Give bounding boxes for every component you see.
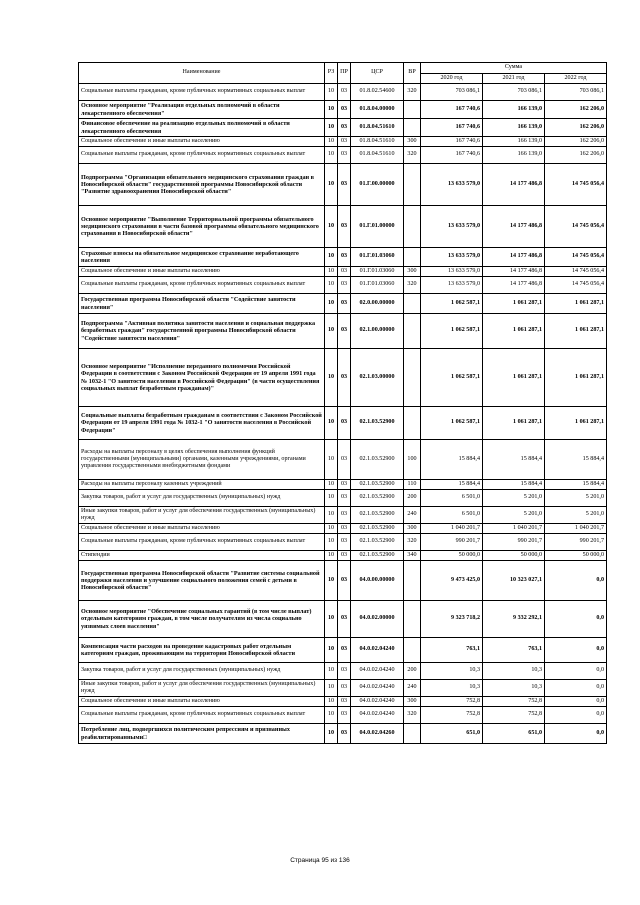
table-row (79, 551, 607, 561)
header-sum: Сумма (421, 63, 607, 74)
table-row (79, 206, 607, 248)
row-2022-cell: 15 884,4 (545, 480, 607, 490)
row-csr-cell: 04.0.02.04260 (351, 724, 404, 744)
row-2020-cell: 752,8 (421, 707, 483, 724)
row-2020-cell: 13 633 579,0 (421, 164, 483, 206)
row-rz-cell: 10 (325, 101, 338, 119)
row-2021-cell: 752,8 (483, 697, 545, 707)
row-rz-cell: 10 (325, 707, 338, 724)
table-row (79, 601, 607, 638)
row-name-cell: Социальное обеспечение и иные выплаты населению (79, 267, 325, 277)
row-vr-cell: 300 (404, 137, 421, 147)
row-2022-cell: 5 201,0 (545, 507, 607, 524)
row-vr-cell (404, 638, 421, 663)
row-rz-cell: 10 (325, 294, 338, 314)
page-footer: Страница 95 из 136 (290, 857, 350, 864)
row-2021-cell: 166 139,0 (483, 119, 545, 137)
row-csr-cell: 02.1.03.52900 (351, 440, 404, 480)
row-2021-cell: 9 332 292,1 (483, 601, 545, 638)
table-row (79, 101, 607, 119)
table-row (79, 349, 607, 407)
row-2021-cell: 10 323 027,1 (483, 561, 545, 601)
row-vr-cell (404, 349, 421, 407)
row-rz-cell: 10 (325, 164, 338, 206)
row-name-cell: Закупка товаров, работ и услуг для государственных (муниципальных) нужд (79, 490, 325, 507)
row-csr-cell: 04.0.02.04240 (351, 680, 404, 697)
row-vr-cell: 300 (404, 267, 421, 277)
row-2022-cell: 703 086,1 (545, 84, 607, 101)
row-vr-cell: 100 (404, 440, 421, 480)
row-2020-cell: 13 633 579,0 (421, 248, 483, 267)
header-rz: РЗ (325, 63, 338, 84)
row-pr-cell: 03 (338, 84, 351, 101)
row-name-cell: Государственная программа Новосибирской области "Содействие занятости населения" (79, 294, 325, 314)
row-vr-cell (404, 119, 421, 137)
row-2020-cell: 167 740,6 (421, 119, 483, 137)
row-csr-cell: 02.1.03.52900 (351, 407, 404, 440)
row-name-cell: Социальные выплаты безработным гражданам в соответствии с Законом Российской Федерации от 19 апреля 1991 года № 1032-1 "О занятости населения в Российской Федерации" (79, 407, 325, 440)
row-pr-cell: 03 (338, 267, 351, 277)
row-2021-cell: 14 177 486,8 (483, 248, 545, 267)
table-row (79, 277, 607, 294)
row-vr-cell: 340 (404, 551, 421, 561)
row-2021-cell: 5 201,0 (483, 490, 545, 507)
row-2021-cell: 651,0 (483, 724, 545, 744)
row-2022-cell: 1 061 287,1 (545, 349, 607, 407)
row-name-cell: Государственная программа Новосибирской области "Развитие системы социальной поддержки населения и улучшение социального положения семей с детьми в Новосибирской области" (79, 561, 325, 601)
table-row (79, 267, 607, 277)
row-csr-cell: 04.0.02.04240 (351, 663, 404, 680)
row-2022-cell: 0,0 (545, 561, 607, 601)
row-vr-cell: 240 (404, 507, 421, 524)
row-2021-cell: 1 061 287,1 (483, 294, 545, 314)
row-2022-cell: 0,0 (545, 707, 607, 724)
row-rz-cell: 10 (325, 524, 338, 534)
row-vr-cell: 300 (404, 524, 421, 534)
row-2020-cell: 13 633 579,0 (421, 277, 483, 294)
row-2021-cell: 990 201,7 (483, 534, 545, 551)
row-2022-cell: 15 884,4 (545, 440, 607, 480)
row-2021-cell: 763,1 (483, 638, 545, 663)
row-name-cell: Подпрограмма "Организация обязательного медицинского страхования граждан в Новосибирской области" государственной программы Новосибирской области "Развитие здравоохранения Новосибирской области" (79, 164, 325, 206)
row-2022-cell: 0,0 (545, 697, 607, 707)
row-2020-cell: 13 633 579,0 (421, 206, 483, 248)
row-csr-cell: 02.1.03.52900 (351, 534, 404, 551)
row-vr-cell (404, 601, 421, 638)
row-name-cell: Расходы на выплаты персоналу казенных учреждений (79, 480, 325, 490)
table-row (79, 561, 607, 601)
row-pr-cell: 03 (338, 680, 351, 697)
row-pr-cell: 03 (338, 534, 351, 551)
header-year-2022: 2022 год (545, 74, 607, 84)
row-2021-cell: 5 201,0 (483, 507, 545, 524)
row-2022-cell: 50 000,0 (545, 551, 607, 561)
row-rz-cell: 10 (325, 349, 338, 407)
row-vr-cell (404, 101, 421, 119)
row-2022-cell: 1 061 287,1 (545, 407, 607, 440)
row-name-cell: Потребление лиц, подвергшихся политическим репрессиям и признанных реабилитированными□ (79, 724, 325, 744)
row-pr-cell: 03 (338, 440, 351, 480)
row-csr-cell: 01.8.04.51610 (351, 137, 404, 147)
row-2020-cell: 1 062 587,1 (421, 314, 483, 349)
row-2021-cell: 10,3 (483, 680, 545, 697)
row-2021-cell: 752,8 (483, 707, 545, 724)
row-rz-cell: 10 (325, 638, 338, 663)
row-vr-cell (404, 206, 421, 248)
header-csr: ЦСР (351, 63, 404, 84)
row-csr-cell: 01.8.04.51610 (351, 119, 404, 137)
row-2020-cell: 167 740,6 (421, 101, 483, 119)
row-2022-cell: 1 040 201,7 (545, 524, 607, 534)
row-2022-cell: 1 061 287,1 (545, 314, 607, 349)
row-2021-cell: 1 061 287,1 (483, 349, 545, 407)
row-name-cell: Социальные выплаты гражданам, кроме публичных нормативных социальных выплат (79, 84, 325, 101)
table-row (79, 524, 607, 534)
row-csr-cell: 01.8.04.51610 (351, 147, 404, 164)
row-name-cell: Страховые взносы на обязательное медицинское страхование неработающего населения (79, 248, 325, 267)
row-pr-cell: 03 (338, 524, 351, 534)
row-2020-cell: 9 473 425,0 (421, 561, 483, 601)
row-2022-cell: 5 201,0 (545, 490, 607, 507)
row-name-cell: Стипендии (79, 551, 325, 561)
row-pr-cell: 03 (338, 407, 351, 440)
row-vr-cell: 200 (404, 490, 421, 507)
row-csr-cell: 01.Г.01.00000 (351, 206, 404, 248)
row-2021-cell: 10,3 (483, 663, 545, 680)
row-2020-cell: 6 501,0 (421, 507, 483, 524)
table-row (79, 314, 607, 349)
row-2022-cell: 162 206,0 (545, 137, 607, 147)
row-2021-cell: 14 177 486,8 (483, 206, 545, 248)
row-rz-cell: 10 (325, 314, 338, 349)
row-name-cell: Социальные выплаты гражданам, кроме публичных нормативных социальных выплат (79, 707, 325, 724)
row-2020-cell: 990 201,7 (421, 534, 483, 551)
row-2021-cell: 703 086,1 (483, 84, 545, 101)
row-vr-cell (404, 724, 421, 744)
row-2021-cell: 14 177 486,8 (483, 277, 545, 294)
row-pr-cell: 03 (338, 551, 351, 561)
row-2021-cell: 1 040 201,7 (483, 524, 545, 534)
row-pr-cell: 03 (338, 638, 351, 663)
row-csr-cell: 02.0.00.00000 (351, 294, 404, 314)
row-vr-cell: 320 (404, 84, 421, 101)
row-name-cell: Компенсация части расходов на проведение кадастровых работ отдельным категориям граждан, проживающим на территории Новосибирской области (79, 638, 325, 663)
table-row (79, 84, 607, 101)
row-csr-cell: 02.1.03.52900 (351, 490, 404, 507)
row-csr-cell: 04.0.02.00000 (351, 601, 404, 638)
row-csr-cell: 02.1.03.52900 (351, 524, 404, 534)
table-header (79, 63, 607, 84)
row-vr-cell: 300 (404, 697, 421, 707)
row-vr-cell (404, 407, 421, 440)
table-row (79, 137, 607, 147)
row-rz-cell: 10 (325, 248, 338, 267)
row-2022-cell: 14 745 056,4 (545, 277, 607, 294)
row-pr-cell: 03 (338, 314, 351, 349)
row-2021-cell: 14 177 486,8 (483, 164, 545, 206)
row-csr-cell: 02.1.03.52900 (351, 480, 404, 490)
table-row (79, 248, 607, 267)
row-2020-cell: 13 633 579,0 (421, 267, 483, 277)
row-rz-cell: 10 (325, 147, 338, 164)
row-csr-cell: 04.0.02.04240 (351, 707, 404, 724)
row-2022-cell: 162 206,0 (545, 119, 607, 137)
row-pr-cell: 03 (338, 206, 351, 248)
row-pr-cell: 03 (338, 119, 351, 137)
row-pr-cell: 03 (338, 561, 351, 601)
row-name-cell: Социальные выплаты гражданам, кроме публичных нормативных социальных выплат (79, 147, 325, 164)
row-rz-cell: 10 (325, 480, 338, 490)
header-year-2021: 2021 год (483, 74, 545, 84)
row-2020-cell: 50 000,0 (421, 551, 483, 561)
row-2022-cell: 14 745 056,4 (545, 248, 607, 267)
row-name-cell: Социальное обеспечение и иные выплаты населению (79, 524, 325, 534)
row-2020-cell: 6 501,0 (421, 490, 483, 507)
row-vr-cell: 110 (404, 480, 421, 490)
row-2021-cell: 166 139,0 (483, 137, 545, 147)
table-row (79, 680, 607, 697)
row-name-cell: Закупка товаров, работ и услуг для государственных (муниципальных) нужд (79, 663, 325, 680)
row-pr-cell: 03 (338, 490, 351, 507)
row-vr-cell (404, 164, 421, 206)
row-vr-cell: 200 (404, 663, 421, 680)
budget-table-container (78, 62, 606, 744)
row-rz-cell: 10 (325, 561, 338, 601)
row-vr-cell: 320 (404, 534, 421, 551)
row-rz-cell: 10 (325, 407, 338, 440)
table-row (79, 164, 607, 206)
row-pr-cell: 03 (338, 164, 351, 206)
row-csr-cell: 01.Г.00.00000 (351, 164, 404, 206)
header-year-2020: 2020 год (421, 74, 483, 84)
row-2020-cell: 167 740,6 (421, 147, 483, 164)
row-2020-cell: 1 062 587,1 (421, 407, 483, 440)
table-row (79, 490, 607, 507)
row-pr-cell: 03 (338, 480, 351, 490)
row-2020-cell: 763,1 (421, 638, 483, 663)
row-2022-cell: 1 061 287,1 (545, 294, 607, 314)
budget-table (78, 62, 607, 744)
table-row (79, 480, 607, 490)
row-2021-cell: 1 061 287,1 (483, 314, 545, 349)
row-2022-cell: 14 745 056,4 (545, 206, 607, 248)
row-pr-cell: 03 (338, 147, 351, 164)
header-vr: ВР (404, 63, 421, 84)
row-2020-cell: 15 884,4 (421, 440, 483, 480)
row-2021-cell: 166 139,0 (483, 147, 545, 164)
row-2021-cell: 15 884,4 (483, 440, 545, 480)
row-pr-cell: 03 (338, 277, 351, 294)
row-rz-cell: 10 (325, 267, 338, 277)
row-pr-cell: 03 (338, 601, 351, 638)
row-rz-cell: 10 (325, 137, 338, 147)
row-2022-cell: 14 745 056,4 (545, 164, 607, 206)
table-row (79, 697, 607, 707)
row-2020-cell: 651,0 (421, 724, 483, 744)
row-pr-cell: 03 (338, 101, 351, 119)
table-row (79, 294, 607, 314)
row-2020-cell: 703 086,1 (421, 84, 483, 101)
row-pr-cell: 03 (338, 507, 351, 524)
row-rz-cell: 10 (325, 206, 338, 248)
header-pr: ПР (338, 63, 351, 84)
row-csr-cell: 01.8.04.00000 (351, 101, 404, 119)
table-row (79, 440, 607, 480)
table-body (79, 84, 607, 744)
row-name-cell: Основное мероприятие "Исполнение переданного полномочия Российской Федерации в соответствии с Законом Российской Федерации от 19 апреля 1991 года № 1032-1 "О занятости населения в Российской Федерации" (в части осуществления социальных выплат безработным гражданам)" (79, 349, 325, 407)
table-row (79, 663, 607, 680)
row-name-cell: Социальные выплаты гражданам, кроме публичных нормативных социальных выплат (79, 534, 325, 551)
row-2022-cell: 14 745 056,4 (545, 267, 607, 277)
table-row (79, 638, 607, 663)
header-name: Наименование (79, 63, 325, 84)
row-vr-cell (404, 294, 421, 314)
row-rz-cell: 10 (325, 119, 338, 137)
row-csr-cell: 02.1.03.52900 (351, 507, 404, 524)
row-name-cell: Социальное обеспечение и иные выплаты населению (79, 137, 325, 147)
row-vr-cell (404, 561, 421, 601)
row-rz-cell: 10 (325, 277, 338, 294)
row-rz-cell: 10 (325, 534, 338, 551)
row-2020-cell: 1 062 587,1 (421, 349, 483, 407)
row-csr-cell: 01.8.02.54600 (351, 84, 404, 101)
row-rz-cell: 10 (325, 490, 338, 507)
row-name-cell: Основное мероприятие "Выполнение Территориальной программы обязательного медицинского страхования в части базовой программы обязательного медицинского страхования в Новосибирской области" (79, 206, 325, 248)
row-pr-cell: 03 (338, 697, 351, 707)
row-rz-cell: 10 (325, 601, 338, 638)
row-2020-cell: 9 323 718,2 (421, 601, 483, 638)
table-row (79, 147, 607, 164)
row-rz-cell: 10 (325, 663, 338, 680)
row-rz-cell: 10 (325, 724, 338, 744)
row-pr-cell: 03 (338, 248, 351, 267)
row-2020-cell: 10,3 (421, 663, 483, 680)
table-row (79, 534, 607, 551)
row-csr-cell: 01.Г.01.03060 (351, 267, 404, 277)
table-row (79, 724, 607, 744)
row-csr-cell: 01.Г.01.03060 (351, 277, 404, 294)
row-2022-cell: 162 206,0 (545, 147, 607, 164)
row-pr-cell: 03 (338, 137, 351, 147)
row-pr-cell: 03 (338, 349, 351, 407)
row-csr-cell: 04.0.00.00000 (351, 561, 404, 601)
row-pr-cell: 03 (338, 294, 351, 314)
row-2021-cell: 1 061 287,1 (483, 407, 545, 440)
row-2020-cell: 10,3 (421, 680, 483, 697)
row-name-cell: Основное мероприятие "Обеспечение социальных гарантий (в том числе выплат) отдельным категориям граждан, в том числе получателям из числа социально уязвимых слоев населения" (79, 601, 325, 638)
table-row (79, 507, 607, 524)
table-row (79, 707, 607, 724)
row-csr-cell: 02.1.03.52900 (351, 551, 404, 561)
row-2021-cell: 50 000,0 (483, 551, 545, 561)
row-vr-cell: 240 (404, 680, 421, 697)
row-pr-cell: 03 (338, 663, 351, 680)
row-2021-cell: 166 139,0 (483, 101, 545, 119)
row-2020-cell: 15 884,4 (421, 480, 483, 490)
row-rz-cell: 10 (325, 84, 338, 101)
row-vr-cell: 320 (404, 707, 421, 724)
row-pr-cell: 03 (338, 724, 351, 744)
row-name-cell: Финансовое обеспечение на реализацию отдельных полномочий в области лекарственного обеспечения (79, 119, 325, 137)
row-2021-cell: 14 177 486,8 (483, 267, 545, 277)
row-csr-cell: 02.1.03.00000 (351, 349, 404, 407)
row-name-cell: Иные закупки товаров, работ и услуг для обеспечения государственных (муниципальных) нужд (79, 507, 325, 524)
row-2020-cell: 1 040 201,7 (421, 524, 483, 534)
row-rz-cell: 10 (325, 507, 338, 524)
row-2022-cell: 0,0 (545, 601, 607, 638)
row-vr-cell (404, 314, 421, 349)
table-row (79, 119, 607, 137)
row-vr-cell (404, 248, 421, 267)
row-name-cell: Социальные выплаты гражданам, кроме публичных нормативных социальных выплат (79, 277, 325, 294)
row-rz-cell: 10 (325, 551, 338, 561)
row-pr-cell: 03 (338, 707, 351, 724)
row-vr-cell: 320 (404, 277, 421, 294)
row-2020-cell: 752,8 (421, 697, 483, 707)
row-name-cell: Расходы на выплаты персоналу в целях обеспечения выполнения функций государственными (муниципальными) органами, казенными учреждениями, органами управления государственными внебюджетными фондами (79, 440, 325, 480)
row-2021-cell: 15 884,4 (483, 480, 545, 490)
row-2020-cell: 1 062 587,1 (421, 294, 483, 314)
row-rz-cell: 10 (325, 697, 338, 707)
row-name-cell: Подпрограмма "Активная политика занятости населения и социальная поддержка безработных граждан" государственной программы Новосибирской области "Содействие занятости населения" (79, 314, 325, 349)
row-csr-cell: 04.0.02.04240 (351, 638, 404, 663)
row-2022-cell: 990 201,7 (545, 534, 607, 551)
row-name-cell: Социальное обеспечение и иные выплаты населению (79, 697, 325, 707)
row-csr-cell: 04.0.02.04240 (351, 697, 404, 707)
row-csr-cell: 01.Г.01.03060 (351, 248, 404, 267)
row-2022-cell: 0,0 (545, 724, 607, 744)
row-csr-cell: 02.1.00.00000 (351, 314, 404, 349)
row-2022-cell: 0,0 (545, 680, 607, 697)
row-vr-cell: 320 (404, 147, 421, 164)
row-2022-cell: 0,0 (545, 663, 607, 680)
row-2022-cell: 162 206,0 (545, 101, 607, 119)
table-row (79, 407, 607, 440)
row-rz-cell: 10 (325, 440, 338, 480)
row-name-cell: Основное мероприятие "Реализация отдельных полномочий в области лекарственного обеспечения" (79, 101, 325, 119)
row-rz-cell: 10 (325, 680, 338, 697)
row-2020-cell: 167 740,6 (421, 137, 483, 147)
row-2022-cell: 0,0 (545, 638, 607, 663)
row-name-cell: Иные закупки товаров, работ и услуг для обеспечения государственных (муниципальных) нужд (79, 680, 325, 697)
